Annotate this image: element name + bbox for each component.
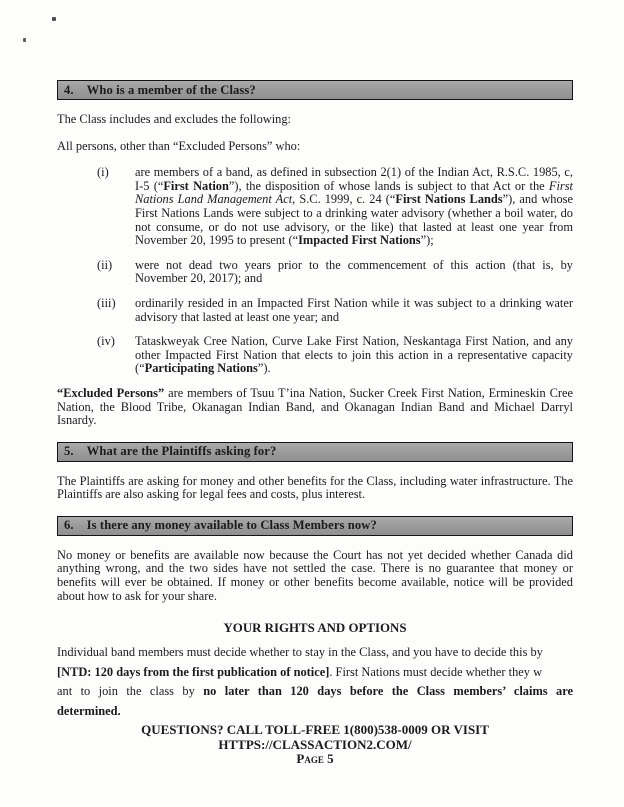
rights-line: determined. [57,703,121,718]
rights-and-options-heading: YOUR RIGHTS AND OPTIONS [223,621,407,636]
footer-url-line: HTTPS://CLASSACTION2.COM/ [218,736,412,752]
rights-line: Individual band members must decide whether to stay in the Class, and you have to decide this by [57,645,543,660]
section-header-5 [57,442,573,462]
list-marker: (i) [97,165,109,180]
scan-speck [23,38,26,42]
section-title: What are the Plaintiffs asking for? [86,444,277,459]
page-content [57,80,573,767]
section-title: Is there any money available to Class Members now? [86,518,377,533]
paragraph-all-persons: All persons, other than “Excluded Persons” who: [57,138,301,153]
list-item-i [57,166,573,248]
paragraph-class-intro: The Class includes and excludes the following: [57,112,291,126]
footer [57,723,573,767]
list-item-iv [57,335,573,376]
paragraph-excluded-persons: “Excluded Persons” are members of Tsuu T’ina Nation, Sucker Creek First Nation, Ermineskin Cree Nation, the Blood Tribe, Okanagan Indian Band, and Okanagan Indian Band and Michael Darryl Isnardy. [57,385,573,428]
list-item-text: Tataskweyak Cree Nation, Curve Lake First Nation, Neskantaga First Nation, and any other Impacted First Nation that elects to join this action in a representative capacity (“Participating Nations”). [135,334,573,376]
section-number: 4. [64,82,74,97]
rights-line: ant to join the class by no later than 120 days before the Class members’ claims are [57,684,573,699]
paragraph-plaintiffs-asking: The Plaintiffs are asking for money and other benefits for the Class, including water infrastructure. The Plaintiffs are also asking for legal fees and costs, plus interest. [57,473,573,502]
paragraph-no-money: No money or benefits are available now because the Court has not yet decided whether Canada did anything wrong, and the two sides have not settled the case. There is no guarantee that money or benefits will ever be obtained. If money or other benefits become available, notice will be provided about how to ask for your share. [57,547,573,603]
page-number: Page 5 [296,751,334,767]
section-number: 6. [64,518,74,533]
list-item-text: are members of a band, as defined in subsection 2(1) of the Indian Act, R.S.C. 1985, c, I-5 (“First Nation”), the disposition of whose lands is subject to that Act or the First Nations Land Management Act, S.C. 1999, c. 24 (“First Nations Lands”), and whose First Nations Lands were subject to a drinking water advisory (whether a boil water, do not consume, or do not use advisory, or the like) that lasted at least one year from November 20, 1995 to present (“Impacted First Nations”); [135,165,574,248]
section-title: Who is a member of the Class? [86,82,256,97]
list-marker: (iii) [97,295,116,310]
list-item-iii [57,297,573,324]
footer-questions-line: QUESTIONS? CALL TOLL-FREE 1(800)538-0009 OR VISIT [141,722,489,738]
scan-speck [52,17,56,21]
list-item-ii [57,259,573,286]
rights-line: [NTD: 120 days from the first publication of notice]. First Nations must decide whether they w [57,664,543,679]
list-marker: (iv) [97,334,115,349]
list-marker: (ii) [97,257,113,272]
section-header-6 [57,516,573,536]
rights-paragraph [57,643,573,721]
list-item-text: ordinarily resided in an Impacted First Nation while it was subject to a drinking water advisory that lasted at least one year; and [135,295,573,324]
section-number: 5. [64,444,74,459]
class-definition-list [57,166,573,376]
section-header-4 [57,80,573,100]
list-item-text: were not dead two years prior to the commencement of this action (that is, by November 20, 2017); and [135,257,573,286]
